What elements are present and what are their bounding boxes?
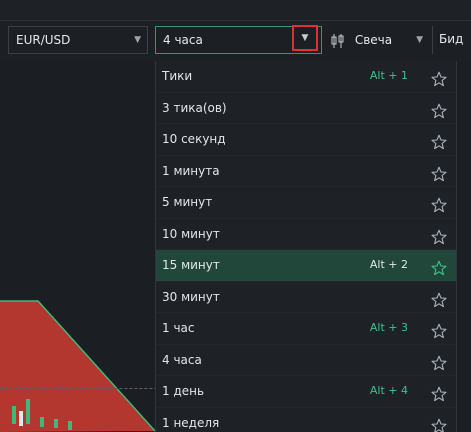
menu-item[interactable] xyxy=(156,282,456,314)
menu-item[interactable] xyxy=(156,219,456,251)
price-area-red xyxy=(0,301,155,432)
favorite-star-icon[interactable] xyxy=(431,68,447,84)
menu-item[interactable] xyxy=(156,408,456,432)
chevron-down-icon: ▼ xyxy=(416,35,423,45)
chevron-down-icon: ▼ xyxy=(134,35,141,45)
price-type-select[interactable] xyxy=(432,26,471,54)
price-type-value: Бид xyxy=(439,32,464,46)
timeframe-select[interactable] xyxy=(155,26,322,54)
timeframe-dropdown-button[interactable] xyxy=(292,25,318,51)
menu-item[interactable] xyxy=(156,156,456,188)
favorite-star-icon[interactable] xyxy=(431,100,447,116)
menu-item-label: 1 минута xyxy=(162,163,220,178)
menu-item-hotkey: Alt + 4 xyxy=(369,384,408,397)
symbol-select[interactable] xyxy=(8,26,148,54)
timeframe-value: 4 часа xyxy=(163,33,203,47)
favorite-star-icon[interactable] xyxy=(431,320,447,336)
menu-item-label: 3 тика(ов) xyxy=(162,100,227,115)
menu-item[interactable] xyxy=(156,187,456,219)
symbol-value: EUR/USD xyxy=(16,33,71,47)
chart-toolbar xyxy=(0,20,471,62)
menu-item-hotkey: Alt + 1 xyxy=(369,69,408,82)
chart-type-value: Свеча xyxy=(354,33,393,47)
menu-item-label: 10 минут xyxy=(162,226,220,241)
favorite-star-icon[interactable] xyxy=(431,383,447,399)
candlestick-icon xyxy=(331,33,345,49)
chevron-down-icon: ▼ xyxy=(301,33,309,43)
favorite-star-icon[interactable] xyxy=(431,194,447,210)
menu-item-label: 5 минут xyxy=(162,195,213,209)
favorite-star-icon[interactable] xyxy=(431,289,447,305)
menu-item-label: Тики xyxy=(162,69,193,83)
favorite-star-icon[interactable] xyxy=(431,131,447,147)
menu-item[interactable] xyxy=(156,61,456,93)
menu-item-label: 10 секунд xyxy=(162,132,226,146)
menu-item-label: 4 часа xyxy=(162,352,202,367)
menu-item-label: 15 минут xyxy=(162,258,220,272)
chart-type-select[interactable] xyxy=(326,26,430,54)
menu-item-label: 1 день xyxy=(162,384,205,398)
favorite-star-icon[interactable] xyxy=(431,415,447,431)
top-gap xyxy=(0,0,471,20)
favorite-star-icon[interactable] xyxy=(431,226,447,242)
menu-item[interactable] xyxy=(156,250,456,282)
menu-item[interactable] xyxy=(156,93,456,125)
menu-item-label: 1 неделя xyxy=(162,415,220,430)
favorite-star-icon[interactable] xyxy=(431,163,447,179)
menu-item[interactable] xyxy=(156,345,456,377)
favorite-star-icon[interactable] xyxy=(431,352,447,368)
favorite-star-icon[interactable] xyxy=(431,257,447,273)
timeframe-dropdown-menu xyxy=(155,61,457,432)
menu-item[interactable] xyxy=(156,376,456,408)
menu-item[interactable] xyxy=(156,124,456,156)
menu-item-hotkey: Alt + 2 xyxy=(369,258,408,271)
menu-item-label: 1 час xyxy=(162,321,195,335)
menu-item-label: 30 минут xyxy=(162,289,220,304)
menu-item[interactable] xyxy=(156,313,456,345)
menu-item-hotkey: Alt + 3 xyxy=(369,321,408,334)
